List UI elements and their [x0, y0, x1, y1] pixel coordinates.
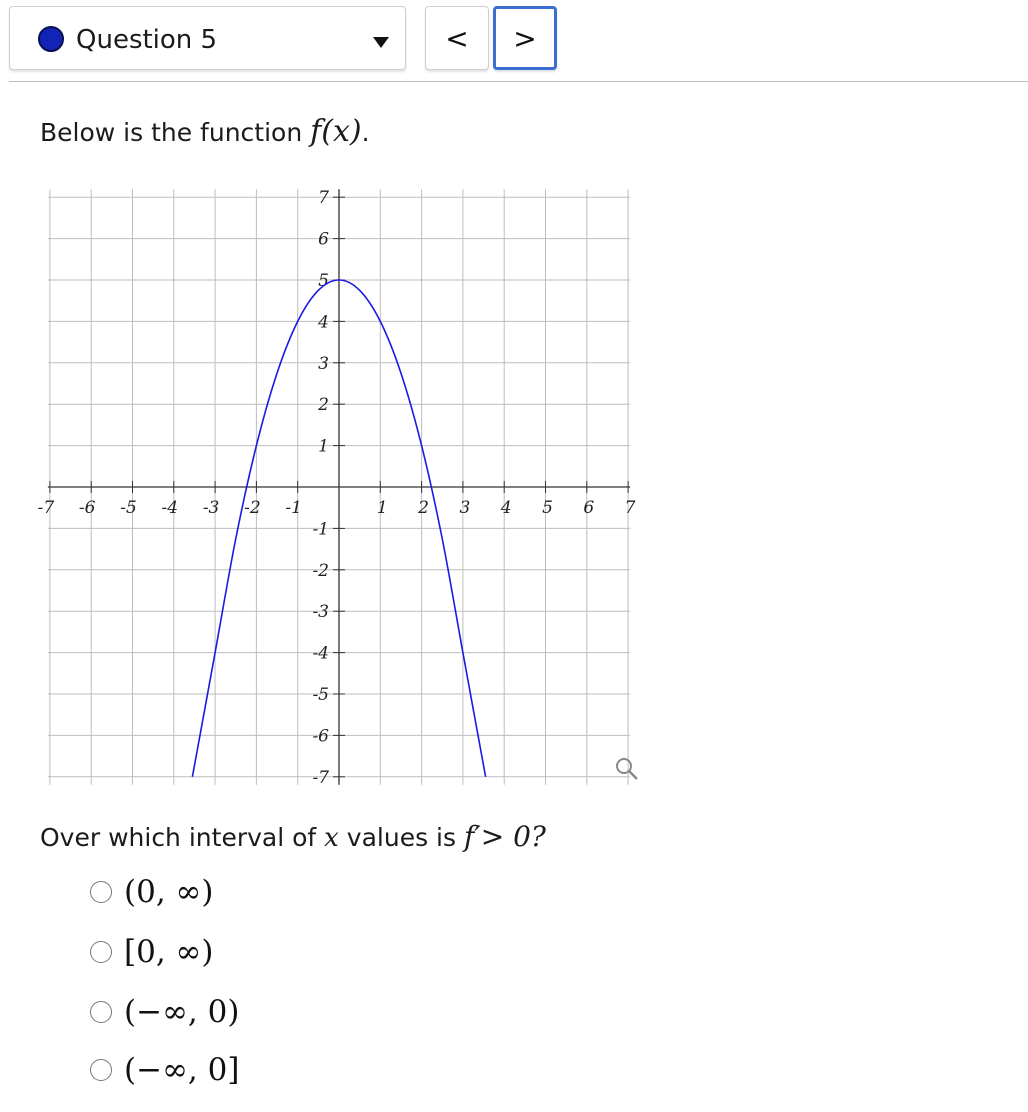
function-label: f(x): [310, 114, 362, 149]
choice-option[interactable]: [90, 992, 239, 1032]
graph-axes: [48, 189, 630, 785]
x-tick-label: 7: [624, 498, 636, 518]
radio-button[interactable]: [90, 881, 112, 903]
y-tick-label: -2: [312, 560, 329, 581]
choice-label: (−∞, 0]: [124, 1052, 240, 1088]
previous-question-button[interactable]: <: [425, 6, 489, 70]
x-tick-label: 4: [500, 498, 512, 518]
y-tick-label: -6: [312, 726, 329, 747]
x-tick-label: 5: [542, 498, 553, 518]
choice-label: (0, ∞): [124, 874, 214, 910]
x-tick-label: -5: [120, 498, 137, 518]
y-tick-label: 7: [318, 188, 329, 209]
radio-button[interactable]: [90, 1001, 112, 1023]
y-tick-label: 4: [318, 312, 329, 333]
x-tick-label: 3: [459, 498, 471, 518]
choice-option[interactable]: [90, 932, 213, 972]
prompt-lead: Below is the function: [40, 118, 303, 147]
y-tick-label: 1: [318, 436, 329, 457]
y-tick-label: -5: [312, 685, 329, 705]
radio-button[interactable]: [90, 1059, 112, 1081]
choice-label: (−∞, 0): [124, 994, 240, 1030]
question-label: Question 5: [76, 25, 218, 55]
question-var: x: [324, 823, 339, 853]
choice-option[interactable]: [90, 872, 213, 912]
x-tick-label: -4: [161, 498, 179, 518]
y-tick-label: -3: [312, 602, 329, 623]
y-tick-label: 3: [318, 353, 329, 374]
y-tick-label: 5: [318, 271, 329, 291]
x-tick-label: -7: [37, 498, 55, 518]
next-question-button[interactable]: >: [493, 6, 557, 70]
y-tick-label: -7: [312, 767, 329, 788]
y-tick-label: -1: [312, 519, 329, 540]
y-tick-labels: [312, 188, 329, 788]
x-tick-label: -2: [244, 498, 261, 518]
question-text: [40, 820, 546, 855]
x-tick-label: -1: [285, 498, 302, 518]
y-tick-label: 2: [318, 395, 329, 416]
x-tick-label: -6: [78, 498, 96, 518]
prompt-end: .: [361, 118, 370, 147]
y-tick-label: 6: [318, 229, 329, 250]
x-tick-label: 1: [376, 498, 388, 518]
x-tick-labels: [38, 498, 636, 518]
x-tick-label: -3: [202, 498, 220, 518]
x-tick-label: 6: [583, 498, 595, 518]
question-lead: Over which interval of: [40, 823, 317, 852]
question-expr: f′> 0?: [463, 820, 546, 853]
x-tick-label: 2: [418, 498, 430, 518]
y-tick-label: -4: [312, 643, 329, 664]
radio-button[interactable]: [90, 941, 112, 963]
choice-label: [0, ∞): [124, 934, 214, 970]
choice-option[interactable]: [90, 1050, 239, 1090]
question-mid: values is: [346, 823, 457, 852]
magnifier-icon[interactable]: [617, 759, 637, 779]
